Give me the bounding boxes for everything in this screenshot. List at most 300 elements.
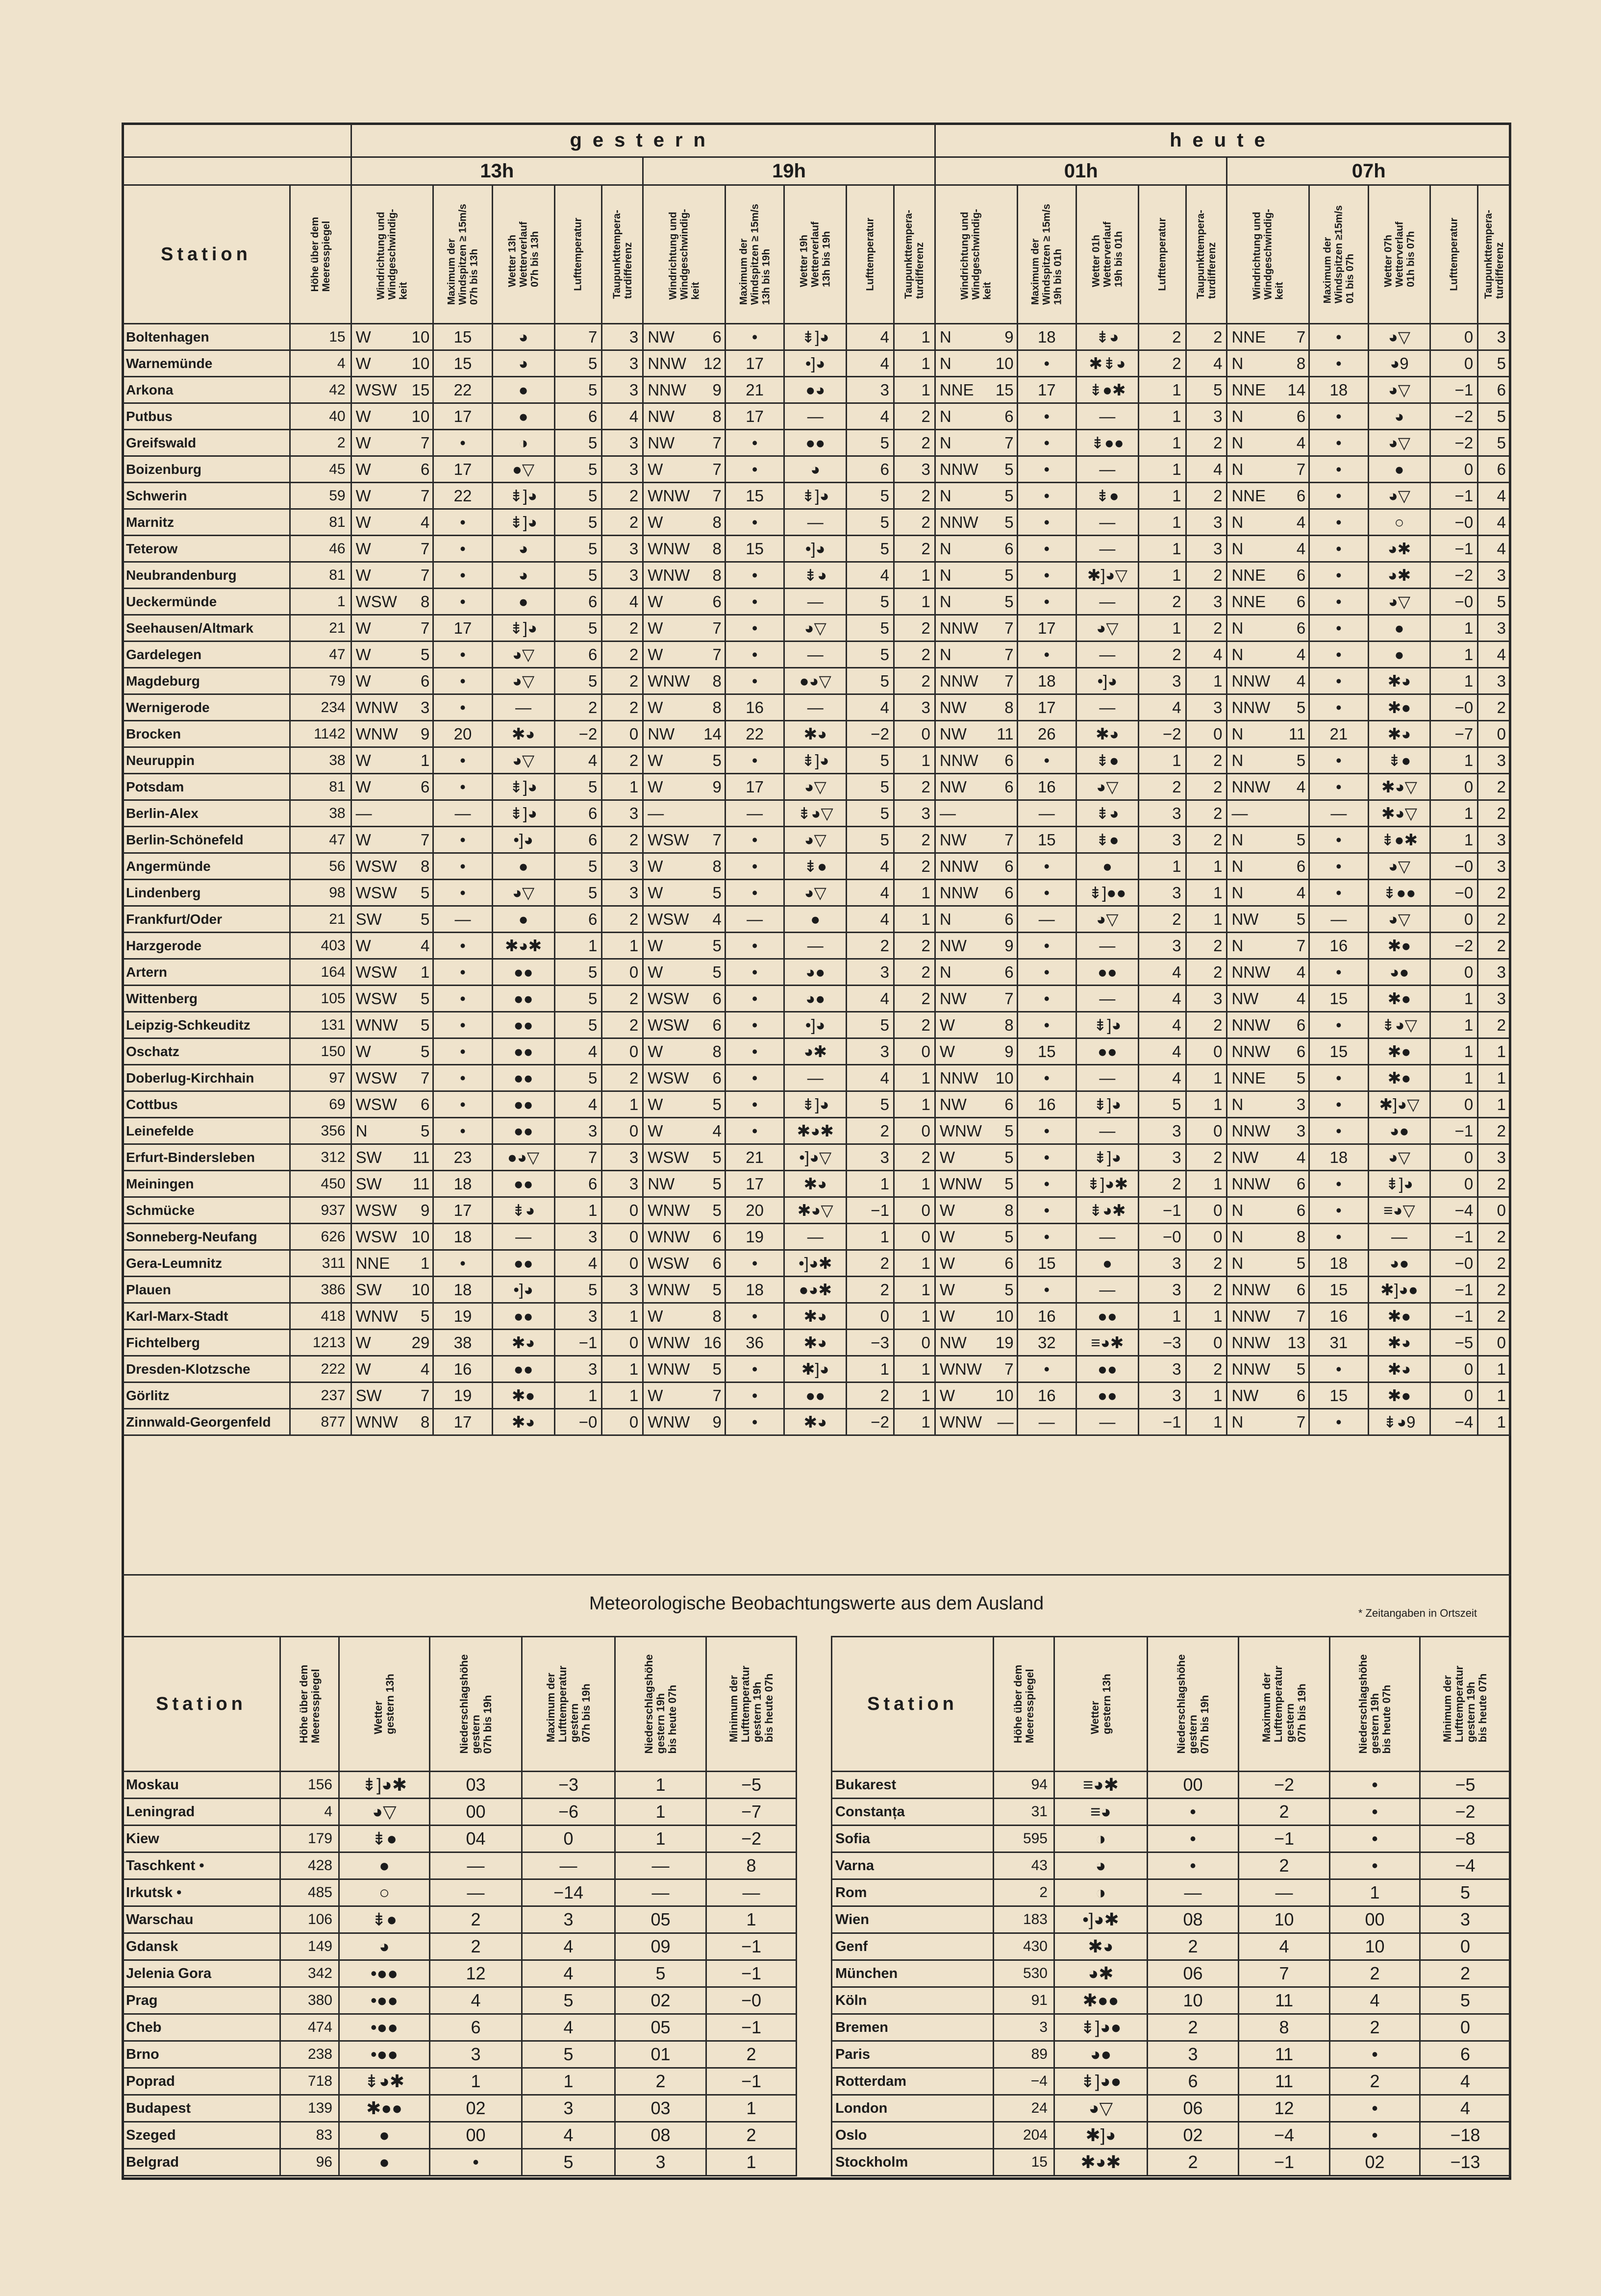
weather-19h: ✱◕ (784, 1303, 847, 1330)
temp-01h: 4 (1138, 1065, 1186, 1091)
temp-13h: 5 (554, 880, 602, 906)
wind-13h (351, 800, 433, 827)
wind-dir-19h: WSW (648, 1254, 689, 1272)
wind-speed-07h: 7 (1296, 1413, 1306, 1431)
wind-dir-07h: N (1231, 857, 1244, 875)
weather-13h: ✱◕ (1054, 1933, 1148, 1960)
gust-01h: • (1017, 642, 1076, 668)
wind-speed-19h: 7 (712, 487, 722, 505)
wind-19h (643, 1383, 725, 1409)
gust-19h: 17 (725, 350, 784, 377)
wind-speed-01h: 5 (1004, 1148, 1014, 1166)
wind-speed-01h: 7 (1004, 434, 1014, 452)
wind-speed-01h: — (997, 1413, 1014, 1431)
wind-speed-01h: 6 (1004, 857, 1014, 875)
temp-07h: −0 (1430, 880, 1478, 906)
weather-07h: ✱◕ (1368, 668, 1430, 694)
station-name: Gdansk (123, 1933, 280, 1960)
dew-07h: 2 (1478, 1171, 1511, 1197)
dew-13h: 1 (602, 1356, 643, 1383)
min-temp: 4 (1420, 2068, 1511, 2095)
min-temp: 2 (706, 2041, 797, 2068)
weather-13h: ◕▽ (1054, 2095, 1148, 2122)
wind-dir-01h: WNW (939, 1413, 982, 1431)
wind-dir-13h: WNW (355, 725, 398, 743)
weather-01h: ⇟◕✱ (1076, 1197, 1139, 1224)
temp-13h: 5 (554, 959, 602, 986)
elevation: 428 (280, 1852, 339, 1879)
wind-speed-13h: 7 (420, 1386, 430, 1405)
precip-night: 09 (615, 1933, 706, 1960)
station-row (123, 377, 1511, 403)
wind-07h (1227, 377, 1309, 403)
wind-01h (935, 642, 1017, 668)
weather-07h: ◕✱ (1368, 562, 1430, 589)
foreign-section-header (122, 1574, 1511, 1638)
wind-dir-01h: — (939, 804, 956, 822)
wind-01h (935, 483, 1017, 509)
gust-07h: • (1309, 747, 1368, 774)
weather-13h: — (492, 1224, 554, 1250)
dew-07h: 5 (1478, 403, 1511, 430)
temp-19h: 5 (847, 509, 894, 536)
wind-19h (643, 1330, 725, 1356)
wind-dir-07h: N (1231, 751, 1244, 769)
elevation: 626 (290, 1224, 351, 1250)
weather-19h: — (784, 589, 847, 615)
wind-07h (1227, 456, 1309, 483)
wind-13h (351, 642, 433, 668)
wind-dir-01h: NW (939, 937, 967, 955)
foreign-station-row (123, 1906, 797, 1933)
dew-01h: 0 (1186, 721, 1227, 747)
temp-19h: 4 (847, 403, 894, 430)
precip-night: 5 (615, 1960, 706, 1987)
precip-night: 00 (1330, 1906, 1420, 1933)
elevation: 4 (280, 1799, 339, 1826)
wind-dir-13h: WSW (355, 1228, 397, 1246)
precip-day: 6 (1148, 2068, 1239, 2095)
station-name: Angermünde (123, 853, 290, 880)
temp-19h: 4 (847, 1065, 894, 1091)
wind-dir-19h: W (648, 513, 663, 531)
wind-01h (935, 1277, 1017, 1303)
dew-13h: 2 (602, 1012, 643, 1038)
dew-13h: 3 (602, 562, 643, 589)
weather-07h: ⇟◕▽ (1368, 1012, 1430, 1038)
temp-19h: 5 (847, 642, 894, 668)
wind-speed-01h: 9 (1004, 328, 1014, 346)
station-name: Rotterdam (832, 2068, 994, 2095)
station-name: Budapest (123, 2095, 280, 2122)
precip-day: 6 (430, 2014, 522, 2041)
wind-07h (1227, 483, 1309, 509)
foreign-right-col-precip-night: Niederschlagshöhe gestern 19h bis heute 07h (1356, 1654, 1393, 1754)
weather-01h: — (1076, 509, 1139, 536)
wind-dir-01h: N (939, 645, 951, 664)
dew-13h: 2 (602, 642, 643, 668)
max-temp: 5 (522, 2149, 615, 2176)
wind-speed-07h: 6 (1296, 593, 1306, 611)
weather-07h: ⇟◕9 (1368, 1409, 1430, 1435)
wind-speed-19h: 6 (712, 989, 722, 1008)
gust-01h: • (1017, 959, 1076, 986)
wind-dir-19h: WNW (648, 487, 690, 505)
dew-07h: 6 (1478, 456, 1511, 483)
precip-night: 2 (1330, 2068, 1420, 2095)
temp-07h: −2 (1430, 403, 1478, 430)
dew-13h: 2 (602, 986, 643, 1012)
weather-07h: ◕▽ (1368, 483, 1430, 509)
precip-night: 3 (615, 2149, 706, 2176)
temp-01h: 3 (1138, 1250, 1186, 1277)
weather-01h: ◕▽ (1076, 774, 1139, 800)
weather-13h: ●● (492, 1356, 554, 1383)
weather-07h: ◕▽ (1368, 589, 1430, 615)
gust-07h: 15 (1309, 1383, 1368, 1409)
temp-19h: 2 (847, 933, 894, 959)
weather-13h: ●● (492, 986, 554, 1012)
gust-13h: 22 (433, 483, 492, 509)
foreign-left-col-station: Station (123, 1637, 280, 1772)
wind-speed-13h: 8 (420, 593, 430, 611)
wind-dir-13h: W (355, 778, 371, 796)
wind-speed-07h: 6 (1296, 857, 1306, 875)
weather-01h: ⇟◕ (1076, 800, 1139, 827)
dew-19h: 3 (894, 456, 935, 483)
weather-07h: ◕● (1368, 1250, 1430, 1277)
temp-07h: 1 (1430, 986, 1478, 1012)
dew-01h: 1 (1186, 1383, 1227, 1409)
weather-01h: — (1076, 1224, 1139, 1250)
wind-dir-13h: W (355, 1333, 371, 1352)
gust-07h: • (1309, 1409, 1368, 1435)
gust-07h: • (1309, 1118, 1368, 1144)
wind-speed-13h: 11 (413, 1175, 430, 1193)
temp-19h: 4 (847, 853, 894, 880)
wind-dir-19h: W (648, 884, 663, 902)
dew-13h: 3 (602, 853, 643, 880)
precip-night: — (615, 1879, 706, 1906)
gust-13h: 19 (433, 1303, 492, 1330)
temp-19h: 5 (847, 615, 894, 642)
wind-dir-19h: W (648, 593, 663, 611)
weather-07h: ⇟]◕ (1368, 1171, 1430, 1197)
precip-night: • (1330, 1772, 1420, 1799)
temp-07h: −2 (1430, 933, 1478, 959)
hour-07h: 07h (1227, 157, 1511, 185)
dew-13h: 1 (602, 1383, 643, 1409)
station-row (123, 1356, 1511, 1383)
wind-19h (643, 721, 725, 747)
station-name: Berlin-Alex (123, 800, 290, 827)
wind-13h (351, 1383, 433, 1409)
gust-07h: 16 (1309, 933, 1368, 959)
station-name: Lindenberg (123, 880, 290, 906)
dew-19h: 0 (894, 721, 935, 747)
foreign-left-col-weather: Wetter gestern 13h (372, 1674, 396, 1734)
wind-speed-01h: 6 (1004, 751, 1014, 769)
temp-13h: 3 (554, 1224, 602, 1250)
max-temp: 4 (522, 2014, 615, 2041)
precip-day: 1 (430, 2068, 522, 2095)
wind-dir-13h: W (355, 540, 371, 558)
temp-01h: −1 (1138, 1409, 1186, 1435)
temp-01h: 1 (1138, 377, 1186, 403)
wind-01h (935, 403, 1017, 430)
elevation: 40 (290, 403, 351, 430)
wind-dir-07h: N (1231, 407, 1244, 425)
max-temp: 11 (1239, 2041, 1330, 2068)
wind-dir-13h: W (355, 645, 371, 664)
wind-07h (1227, 747, 1309, 774)
wind-dir-07h: NNE (1231, 487, 1266, 505)
temp-13h: 5 (554, 853, 602, 880)
wind-dir-07h: N (1231, 725, 1244, 743)
temp-01h: 3 (1138, 1277, 1186, 1303)
wind-speed-07h: 5 (1296, 1069, 1306, 1087)
wind-dir-19h: NW (648, 725, 675, 743)
station-row (123, 430, 1511, 456)
wind-07h (1227, 1171, 1309, 1197)
weather-07h: ◕● (1368, 1118, 1430, 1144)
elevation: 718 (280, 2068, 339, 2095)
wind-13h (351, 721, 433, 747)
temp-19h: 2 (847, 1277, 894, 1303)
wind-speed-19h: 5 (712, 884, 722, 902)
gust-19h: • (725, 615, 784, 642)
wind-speed-07h: 7 (1296, 937, 1306, 955)
precip-night: 03 (615, 2095, 706, 2122)
station-row (123, 589, 1511, 615)
weather-07h: ✱◕▽ (1368, 774, 1430, 800)
wind-speed-07h: 5 (1296, 1254, 1306, 1272)
min-temp: — (706, 1879, 797, 1906)
temp-01h: −2 (1138, 721, 1186, 747)
station-name: Köln (832, 1987, 994, 2014)
gust-01h: 18 (1017, 324, 1076, 350)
station-name: Dresden-Klotzsche (123, 1356, 290, 1383)
elevation: 356 (290, 1118, 351, 1144)
wind-07h (1227, 933, 1309, 959)
elevation: 150 (290, 1038, 351, 1065)
wind-speed-13h: 5 (420, 1122, 430, 1140)
wind-dir-01h: W (939, 1228, 955, 1246)
dew-07h: 2 (1478, 1303, 1511, 1330)
wind-13h (351, 562, 433, 589)
dew-13h: 3 (602, 377, 643, 403)
weather-13h: ○ (339, 1879, 430, 1906)
temp-07h: 0 (1430, 350, 1478, 377)
wind-speed-07h: 4 (1296, 513, 1306, 531)
precip-day: • (430, 2149, 522, 2176)
wind-13h (351, 1171, 433, 1197)
wind-speed-19h: 7 (712, 645, 722, 664)
min-temp: 8 (706, 1852, 797, 1879)
station-row (123, 906, 1511, 933)
gust-13h: • (433, 959, 492, 986)
temp-13h: 3 (554, 1118, 602, 1144)
station-name: Teterow (123, 536, 290, 562)
min-temp: 2 (706, 2122, 797, 2149)
precip-night: • (1330, 2122, 1420, 2149)
foreign-station-row (123, 2068, 797, 2095)
temp-07h: 0 (1430, 959, 1478, 986)
weather-13h: ✱●● (339, 2095, 430, 2122)
temp-13h: 5 (554, 430, 602, 456)
wind-dir-19h: WNW (648, 1360, 690, 1378)
wind-dir-13h: W (355, 513, 371, 531)
gust-19h: 16 (725, 694, 784, 721)
dew-01h: 0 (1186, 1197, 1227, 1224)
wind-dir-07h: NNW (1231, 1307, 1271, 1325)
wind-13h (351, 933, 433, 959)
temp-19h: 3 (847, 959, 894, 986)
station-name: Warnemünde (123, 350, 290, 377)
wind-dir-07h: NNE (1231, 328, 1266, 346)
dew-19h: 0 (894, 1224, 935, 1250)
weather-13h: ◕ (492, 324, 554, 350)
domestic-weather-table (122, 123, 1511, 1436)
temp-13h: 1 (554, 933, 602, 959)
temp-13h: 6 (554, 403, 602, 430)
wind-07h (1227, 800, 1309, 827)
elevation: 47 (290, 827, 351, 853)
weather-01h: ⇟● (1076, 483, 1139, 509)
weather-07h: ○ (1368, 509, 1430, 536)
wind-dir-07h: N (1231, 1413, 1244, 1431)
weather-01h: — (1076, 933, 1139, 959)
dew-13h: 1 (602, 1091, 643, 1118)
gust-13h: • (433, 1065, 492, 1091)
dew-07h: 3 (1478, 853, 1511, 880)
wind-dir-19h: WNW (648, 1228, 690, 1246)
gust-13h: • (433, 1012, 492, 1038)
station-row (123, 774, 1511, 800)
wind-speed-07h: 4 (1296, 672, 1306, 690)
temp-19h: −2 (847, 1409, 894, 1435)
elevation: 2 (994, 1879, 1054, 1906)
station-name: Schmücke (123, 1197, 290, 1224)
wind-speed-13h: 7 (420, 1069, 430, 1087)
temp-19h: 4 (847, 350, 894, 377)
dew-07h: 2 (1478, 694, 1511, 721)
temp-19h: 5 (847, 430, 894, 456)
station-name: Karl-Marx-Stadt (123, 1303, 290, 1330)
wind-19h (643, 694, 725, 721)
weather-13h: ●● (492, 1118, 554, 1144)
gust-13h: 22 (433, 377, 492, 403)
dew-19h: 0 (894, 1038, 935, 1065)
gust-01h: • (1017, 350, 1076, 377)
wind-dir-01h: N (939, 328, 951, 346)
weather-13h: ◕ (492, 562, 554, 589)
dew-07h: 0 (1478, 1197, 1511, 1224)
station-name: Bukarest (832, 1772, 994, 1799)
temp-01h: 1 (1138, 615, 1186, 642)
wind-13h (351, 483, 433, 509)
wind-dir-19h: WNW (648, 540, 690, 558)
wind-speed-19h: 8 (712, 540, 722, 558)
dew-07h: 3 (1478, 562, 1511, 589)
wind-dir-07h: NNW (1231, 1360, 1271, 1378)
foreign-station-row (123, 2014, 797, 2041)
wind-dir-07h: NNW (1231, 1042, 1271, 1061)
temp-01h: 2 (1138, 774, 1186, 800)
station-name: Meiningen (123, 1171, 290, 1197)
wind-speed-01h: 5 (1004, 1175, 1014, 1193)
elevation: 877 (290, 1409, 351, 1435)
wind-dir-01h: NNW (939, 460, 978, 478)
wind-dir-13h: WSW (355, 381, 397, 399)
wind-13h (351, 1277, 433, 1303)
gust-13h: 17 (433, 1409, 492, 1435)
dew-13h: 2 (602, 694, 643, 721)
station-row (123, 721, 1511, 747)
weather-19h: ✱]◕ (784, 1356, 847, 1383)
precip-night: — (615, 1852, 706, 1879)
wind-19h (643, 377, 725, 403)
temp-13h: 1 (554, 1383, 602, 1409)
weather-07h: ✱● (1368, 1303, 1430, 1330)
elevation: 97 (290, 1065, 351, 1091)
gust-01h: • (1017, 562, 1076, 589)
elevation: 312 (290, 1144, 351, 1171)
station-name: Genf (832, 1933, 994, 1960)
gust-13h: • (433, 986, 492, 1012)
weather-13h: ● (492, 377, 554, 403)
wind-dir-07h: N (1231, 619, 1244, 637)
wind-speed-13h: 29 (411, 1333, 430, 1352)
dew-19h: 1 (894, 1383, 935, 1409)
wind-dir-13h: WSW (355, 989, 397, 1008)
dew-01h: 2 (1186, 774, 1227, 800)
gust-13h: 17 (433, 615, 492, 642)
temp-19h: 5 (847, 536, 894, 562)
weather-19h: ⇟]◕ (784, 324, 847, 350)
temp-01h: 4 (1138, 986, 1186, 1012)
gust-13h: — (433, 906, 492, 933)
wind-dir-07h: NNE (1231, 566, 1266, 584)
wind-dir-01h: WNW (939, 1122, 982, 1140)
gust-13h: • (433, 694, 492, 721)
wind-dir-19h: W (648, 937, 663, 955)
wind-07h (1227, 589, 1309, 615)
col-weather-07h: Wetter 07h Wetterverlauf 01h bis 07h (1382, 222, 1417, 287)
gust-01h: 15 (1017, 1038, 1076, 1065)
wind-speed-13h: 10 (411, 407, 430, 425)
weather-13h: ●● (492, 959, 554, 986)
wind-07h (1227, 1091, 1309, 1118)
wind-19h (643, 1409, 725, 1435)
weather-13h: ◕▽ (492, 880, 554, 906)
wind-dir-19h: WSW (648, 1016, 689, 1034)
temp-07h: −0 (1430, 509, 1478, 536)
wind-19h (643, 747, 725, 774)
wind-13h (351, 403, 433, 430)
wind-speed-13h: 7 (420, 566, 430, 584)
wind-07h (1227, 827, 1309, 853)
wind-dir-01h: NNW (939, 513, 978, 531)
wind-speed-19h: 8 (712, 513, 722, 531)
temp-07h: −5 (1430, 1330, 1478, 1356)
temp-07h: −7 (1430, 721, 1478, 747)
max-temp: −14 (522, 1879, 615, 1906)
wind-dir-19h: W (648, 778, 663, 796)
gust-01h: • (1017, 747, 1076, 774)
wind-dir-07h: N (1231, 540, 1244, 558)
gust-19h: 17 (725, 1171, 784, 1197)
